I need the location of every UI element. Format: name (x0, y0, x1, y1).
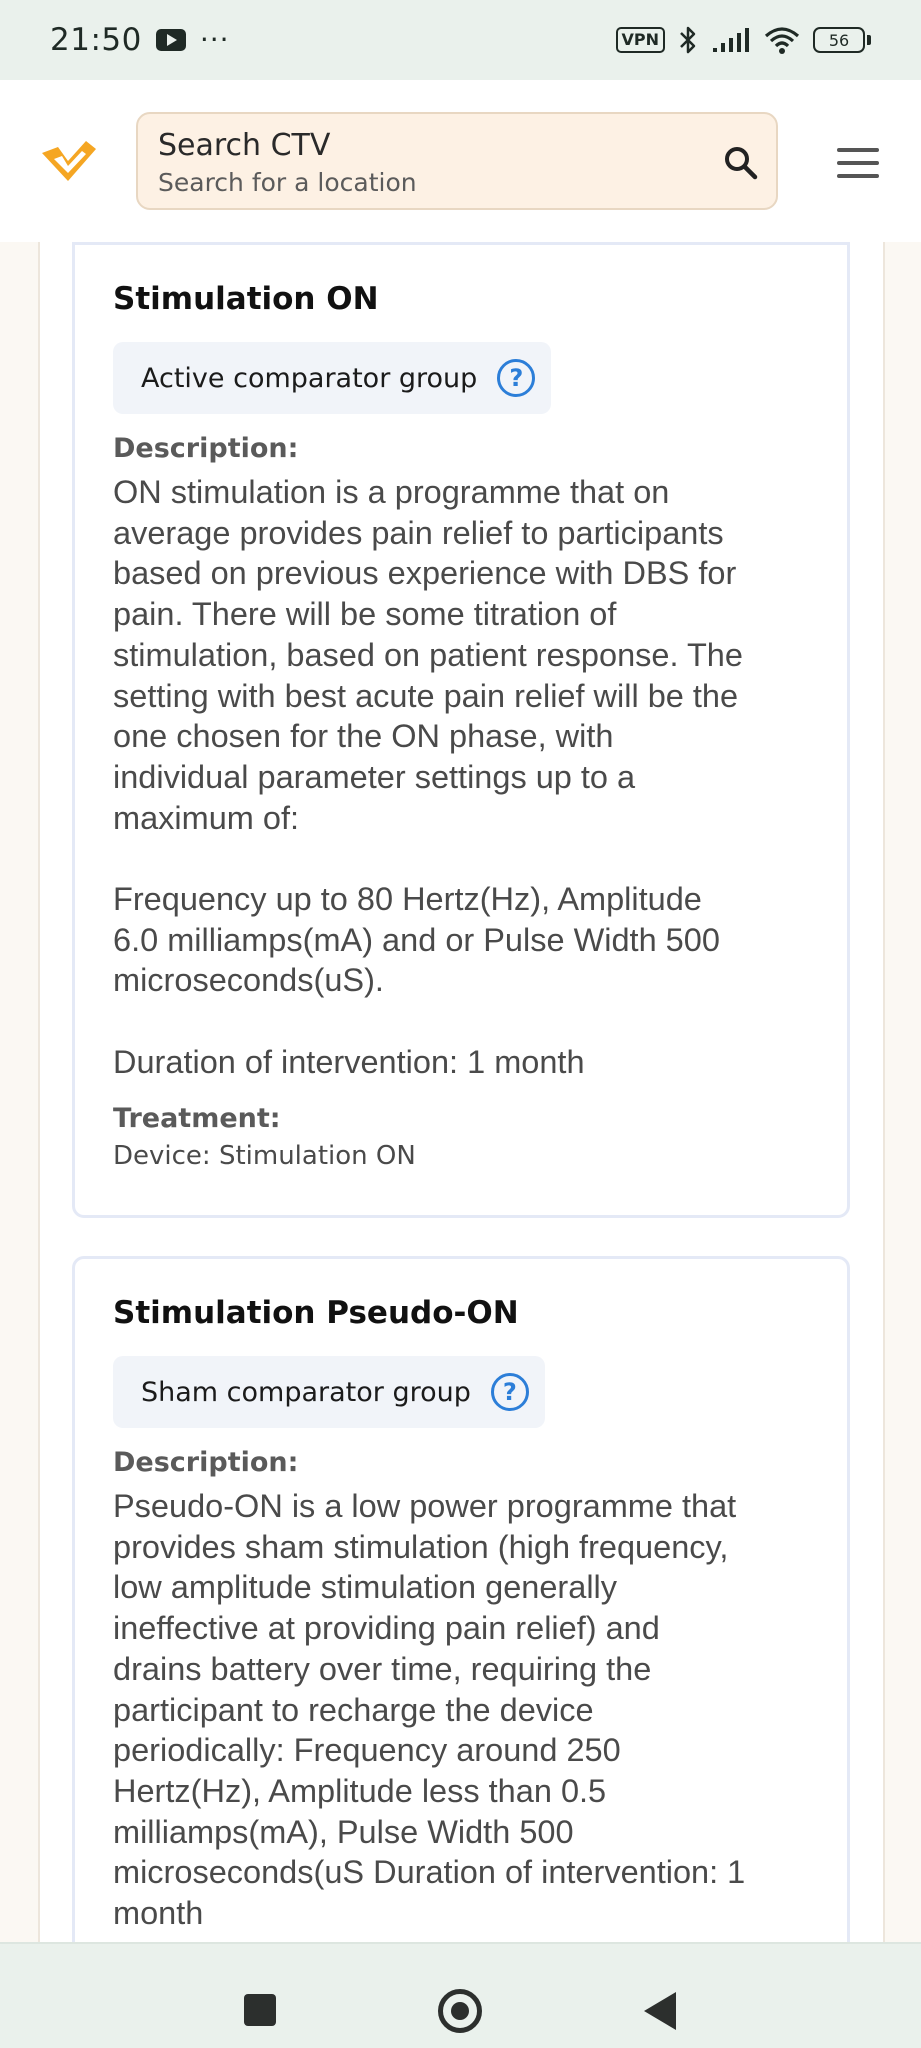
group-label: Active comparator group (141, 362, 478, 394)
description-line: ON stimulation is a programme that on (113, 474, 670, 510)
home-button[interactable] (438, 1989, 482, 2033)
description-line: one chosen for the ON phase, with (113, 718, 614, 755)
wifi-icon (763, 25, 801, 55)
description-text (113, 472, 833, 1083)
description-line: 6.0 milliamps(mA) and or Pulse Width 500 (113, 921, 720, 958)
app-header (0, 80, 921, 242)
description-line: average provides pain relief to participants (113, 514, 724, 551)
description-line: Pseudo-ON is a low power programme that (113, 1488, 737, 1524)
ctv-logo-icon[interactable] (36, 129, 100, 193)
description-line: Frequency up to 80 Hertz(Hz), Amplitude (113, 881, 702, 918)
group-chip (113, 1356, 545, 1428)
description-line: Duration of intervention: 1 month (113, 1043, 585, 1080)
search-icon[interactable] (722, 144, 760, 182)
battery-level: 56 (813, 27, 865, 53)
menu-line (837, 148, 879, 152)
signal-icon (711, 26, 751, 54)
bluetooth-icon (677, 24, 699, 56)
status-left (50, 22, 230, 58)
search-box[interactable] (136, 112, 778, 210)
menu-line (837, 161, 879, 165)
description-line: based on previous experience with DBS for (113, 555, 737, 592)
description-line: microseconds(uS Duration of intervention: 1 (113, 1854, 746, 1891)
description-line: milliamps(mA), Pulse Width 500 (113, 1813, 574, 1850)
description-line: participant to recharge the device (113, 1691, 594, 1728)
description-line: maximum of: (113, 799, 300, 836)
treatment-label: Treatment: (113, 1103, 281, 1134)
back-button[interactable] (644, 1992, 676, 2030)
description-line: low amplitude stimulation generally (113, 1569, 618, 1606)
arm-card (72, 242, 850, 1218)
description-line: provides sham stimulation (high frequency, (113, 1528, 729, 1565)
status-right (616, 24, 872, 56)
description-line: periodically: Frequency around 250 (113, 1732, 621, 1769)
description-text (113, 1486, 833, 1934)
description-line: pain. There will be some titration of (113, 596, 617, 633)
description-line: microseconds(uS). (113, 962, 384, 999)
description-line: individual parameter settings up to a (113, 758, 636, 795)
help-icon[interactable]: ? (491, 1373, 529, 1411)
status-bar (0, 0, 921, 80)
description-line: ineffective at providing pain relief) and (113, 1610, 660, 1647)
system-nav-bar (0, 1942, 921, 2048)
description-line: setting with best acute pain relief will be the (113, 677, 739, 714)
description-line (113, 1001, 833, 1042)
arm-title: Stimulation Pseudo-ON (113, 1295, 519, 1331)
arm-card (72, 1256, 850, 2016)
group-label: Sham comparator group (141, 1376, 471, 1408)
description-line: Hertz(Hz), Amplitude less than 0.5 (113, 1772, 607, 1809)
description-line: month (113, 1895, 204, 1932)
description-line (113, 838, 833, 879)
vpn-icon: VPN (616, 27, 666, 53)
description-line: drains battery over time, requiring the (113, 1650, 652, 1687)
group-chip (113, 342, 551, 414)
treatment-value: Device: Stimulation ON (113, 1141, 416, 1171)
arm-title: Stimulation ON (113, 281, 379, 317)
hamburger-menu-icon[interactable] (837, 148, 879, 178)
description-line: stimulation, based on patient response. The (113, 636, 743, 673)
help-icon[interactable]: ? (497, 359, 535, 397)
youtube-icon (156, 29, 186, 51)
more-notifications-icon: ··· (199, 23, 230, 56)
recents-button[interactable] (244, 1994, 276, 2026)
battery-icon (813, 27, 871, 53)
battery-tip (867, 35, 871, 45)
description-label: Description: (113, 433, 299, 464)
search-title: Search CTV (158, 128, 331, 163)
menu-line (837, 174, 879, 178)
description-label: Description: (113, 1447, 299, 1478)
status-time: 21:50 (50, 22, 142, 58)
search-placeholder: Search for a location (158, 168, 417, 197)
